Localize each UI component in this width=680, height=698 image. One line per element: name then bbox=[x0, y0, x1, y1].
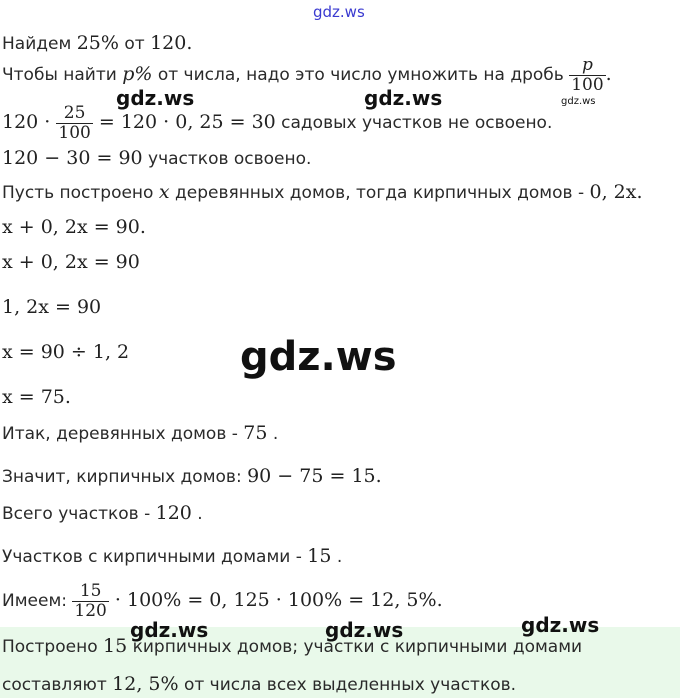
line-calc-undeveloped: 120 · $\frac{25}{100}$ = 120 · 0, 25 = 30 садовых участков не освоено. bbox=[2, 103, 553, 143]
watermark-top: gdz.ws bbox=[313, 3, 365, 21]
watermark-bottom-mid: gdz.ws bbox=[325, 618, 404, 642]
line-total: Всего участков - 120 . bbox=[2, 502, 203, 524]
line-brick: Значит, кирпичных домов: 90 − 75 = 15. bbox=[2, 465, 382, 487]
watermark-bottom-right: gdz.ws bbox=[521, 613, 600, 637]
watermark-small: gdz.ws bbox=[561, 96, 596, 107]
answer-line-1: Построено 15 кирпичных домов; участки с кирпичными домами bbox=[2, 635, 583, 657]
equation-5: x = 75. bbox=[2, 386, 71, 408]
answer-line-2: составляют 12, 5% от числа всех выделенных участков. bbox=[2, 673, 517, 695]
line-result-calc: Имеем: $\frac{15}{120}$ · 100% = 0, 125 · 100% = 12, 5%. bbox=[2, 581, 443, 621]
watermark-left: gdz.ws bbox=[116, 86, 195, 110]
line-find-percent: Найдем 25% от 120. bbox=[2, 32, 193, 54]
line-rule: Чтобы найти p% от числа, надо это число умножить на дробь $\frac{p}{100}$ . bbox=[2, 55, 612, 95]
fraction-15-120: $\frac{15}{120}$ bbox=[74, 581, 107, 621]
equation-3: 1, 2x = 90 bbox=[2, 296, 102, 318]
equation-2: x + 0, 2x = 90 bbox=[2, 251, 140, 273]
fraction-p-100: $\frac{p}{100}$ bbox=[571, 55, 604, 95]
watermark-bottom-left: gdz.ws bbox=[130, 618, 209, 642]
fraction-25-100: $\frac{25}{100}$ bbox=[58, 103, 91, 143]
equation-1: x + 0, 2x = 90. bbox=[2, 216, 146, 238]
watermark-mid: gdz.ws bbox=[364, 86, 443, 110]
line-brick-plots: Участков с кирпичными домами - 15 . bbox=[2, 545, 343, 567]
equation-4: x = 90 ÷ 1, 2 bbox=[2, 341, 130, 363]
line-wooden: Итак, деревянных домов - 75 . bbox=[2, 422, 279, 444]
line-let-x: Пусть построено x деревянных домов, тогда кирпичных домов - 0, 2x. bbox=[2, 181, 643, 203]
watermark-center: gdz.ws bbox=[240, 334, 397, 380]
line-developed: 120 − 30 = 90 участков освоено. bbox=[2, 147, 312, 169]
